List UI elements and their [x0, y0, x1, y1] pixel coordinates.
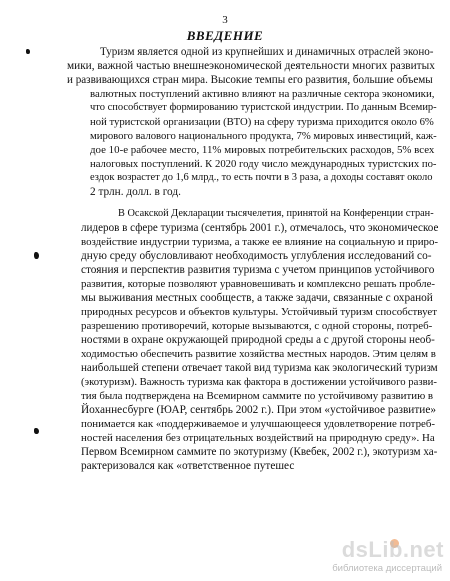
text-line: разрешению противоречий, которые вызываются, с одной стороны, потреб-	[81, 320, 433, 332]
text-line: развития, которые позволяют уравновешивать и комплексно решать пробле-	[81, 278, 436, 290]
text-line: стояния и перспектив развития туризма с учетом принципов устойчивого	[81, 264, 435, 276]
text-line: ностей населения без отрицательных воздействий на природную среду». На	[81, 432, 435, 444]
text-line: тия была подтверждена на Всемирном саммите по устойчивому развитию в	[81, 390, 434, 402]
watermark-logo: dsLib.net	[341, 537, 444, 562]
text-line: и развивающихся стран мира. Высокие темпы его развития, большие объемы	[67, 74, 433, 86]
text-line: В Осакской Декларации тысячелетия, принятой на Конференции стран-	[118, 208, 434, 219]
text-line: мики, важной частью внешнеэкономической деятельности многих развитых	[67, 60, 435, 72]
text-line: мирового валового национального продукта, 7% мировых инвестиций, каж-	[90, 130, 437, 142]
text-line: мы выживания местных сообществ, а также задачи, связанные с охраной	[81, 292, 433, 304]
scan-speck	[34, 428, 39, 434]
watermark	[332, 537, 444, 575]
scan-speck	[34, 252, 39, 259]
page-number: 3	[222, 14, 228, 26]
text-line: рактеризовался как «ответственное путешес	[81, 460, 295, 472]
text-line: валютных поступлений активно влияют на различные сектора экономики,	[90, 88, 435, 100]
text-line: ходимостью обеспечить развитие хозяйства местных народов. Этим целям в	[81, 348, 436, 360]
text-line: (экотуризм). Важность туризма как фактора в достижении устойчивого разви-	[81, 376, 437, 388]
scan-speck	[26, 49, 30, 54]
text-line: дную среду обусловливают необходимость углубления исследований со-	[81, 250, 432, 262]
text-line: ной туристской организации (ВТО) на сферу туризма приходится около 6%	[90, 116, 434, 128]
text-line: наибольшей степени отвечает такой вид туризма как экологический туризм	[81, 362, 438, 374]
text-line: ездок возрастет до 1,6 млрд., то есть почти в 3 раза, а доходы составят около	[90, 172, 433, 183]
text-line: природных ресурсов и объектов культуры. Устойчивый туризм способствует	[81, 306, 437, 318]
text-line: понимается как «поддерживаемое и улучшающееся удовлетворение потреб-	[81, 418, 436, 430]
text-line: Йоханнесбурге (ЮАР, сентябрь 2002 г.). При этом «устойчивое развитие»	[81, 404, 436, 416]
text-line: дое 10-е рабочее место, 11% мировых потребительских расходов, 5% всех	[90, 144, 435, 156]
text-line: ностями в охране окружающей природной среды а с другой стороны необ-	[81, 334, 435, 346]
text-line: лидеров в сфере туризма (сентябрь 2001 г.), отмечалось, что экономическое	[81, 222, 439, 234]
text-line: что способствует формированию туристской индустрии. По данным Всемир-	[90, 102, 437, 113]
section-heading: ВВЕДЕНИЕ	[186, 28, 264, 43]
text-line: налоговых поступлений. К 2020 году число международных туристских по-	[90, 158, 437, 170]
text-line: воздействие индустрии туризма, а также ее влияние на социальную и приро-	[81, 236, 439, 248]
text-line: Первом Всемирном саммите по экотуризму (Квебек, 2002 г.), экотуризм ха-	[81, 446, 438, 458]
watermark-subtitle: библиотека диссертаций	[332, 563, 442, 574]
text-line: Туризм является одной из крупнейших и динамичных отраслей эконо-	[100, 46, 434, 58]
text-line: 2 трлн. долл. в год.	[90, 186, 181, 198]
